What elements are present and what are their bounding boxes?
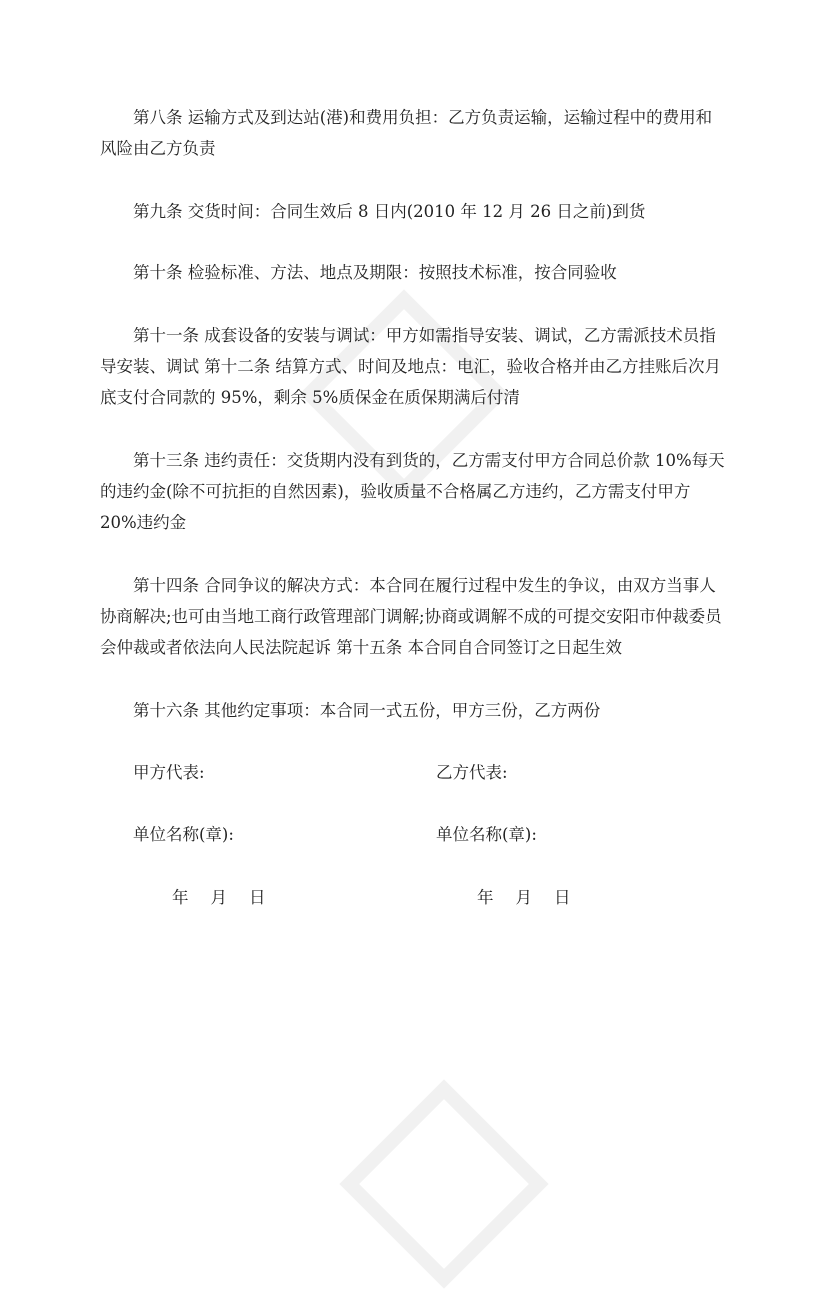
clause-line: 第八条 运输方式及到达站(港)和费用负担：乙方负责运输，运输过程中的费用和 <box>133 108 713 127</box>
contract-clause <box>100 102 740 164</box>
clause-line: 风险由乙方负责 <box>100 139 216 158</box>
clause-line: 第十三条 违约责任：交货期内没有到货的，乙方需支付甲方合同总价款 10%每天 <box>133 451 725 470</box>
party-b-unit-label: 单位名称(章): <box>436 825 537 844</box>
watermark <box>339 1079 548 1288</box>
clause-line: 20%违约金 <box>100 513 187 532</box>
month-label: 月 <box>210 888 227 907</box>
party-b-date <box>477 882 593 913</box>
clause-line: 导安装、调试 第十二条 结算方式、时间及地点：电汇，验收合格并由乙方挂账后次月 <box>100 357 721 376</box>
contract-clause <box>100 695 740 726</box>
clause-line: 第十六条 其他约定事项：本合同一式五份，甲方三份，乙方两份 <box>133 701 601 720</box>
clause-line: 第九条 交货时间：合同生效后 8 日内(2010 年 12 月 26 日之前)到货 <box>133 202 646 221</box>
clause-line: 的违约金(除不可抗拒的自然因素)，验收质量不合格属乙方违约，乙方需支付甲方 <box>100 482 691 501</box>
party-a-rep-label: 甲方代表: <box>133 763 205 782</box>
clause-line: 协商解决;也可由当地工商行政管理部门调解;协商或调解不成的可提交安阳市仲裁委员 <box>100 607 722 626</box>
contract-clause <box>100 320 740 413</box>
clause-line: 第十一条 成套设备的安装与调试：甲方如需指导安装、调试，乙方需派技术员指 <box>133 326 716 345</box>
clause-line: 第十四条 合同争议的解决方式：本合同在履行过程中发生的争议，由双方当事人 <box>133 576 716 595</box>
month-label: 月 <box>515 888 532 907</box>
clause-line: 第十条 检验标准、方法、地点及期限：按照技术标准，按合同验收 <box>133 263 617 282</box>
party-a-date <box>172 882 288 913</box>
year-label: 年 <box>477 888 494 907</box>
contract-clause <box>100 570 740 663</box>
contract-clause <box>100 196 740 227</box>
clause-line: 会仲裁或者依法向人民法院起诉 第十五条 本合同自合同签订之日起生效 <box>100 638 622 657</box>
clause-line: 底支付合同款的 95%，剩余 5%质保金在质保期满后付清 <box>100 388 520 407</box>
day-label: 日 <box>249 888 266 907</box>
contract-clause <box>100 445 740 538</box>
party-a-unit-label: 单位名称(章): <box>133 825 234 844</box>
year-label: 年 <box>172 888 189 907</box>
contract-clause <box>100 257 740 288</box>
day-label: 日 <box>554 888 571 907</box>
party-b-rep-label: 乙方代表: <box>436 763 508 782</box>
